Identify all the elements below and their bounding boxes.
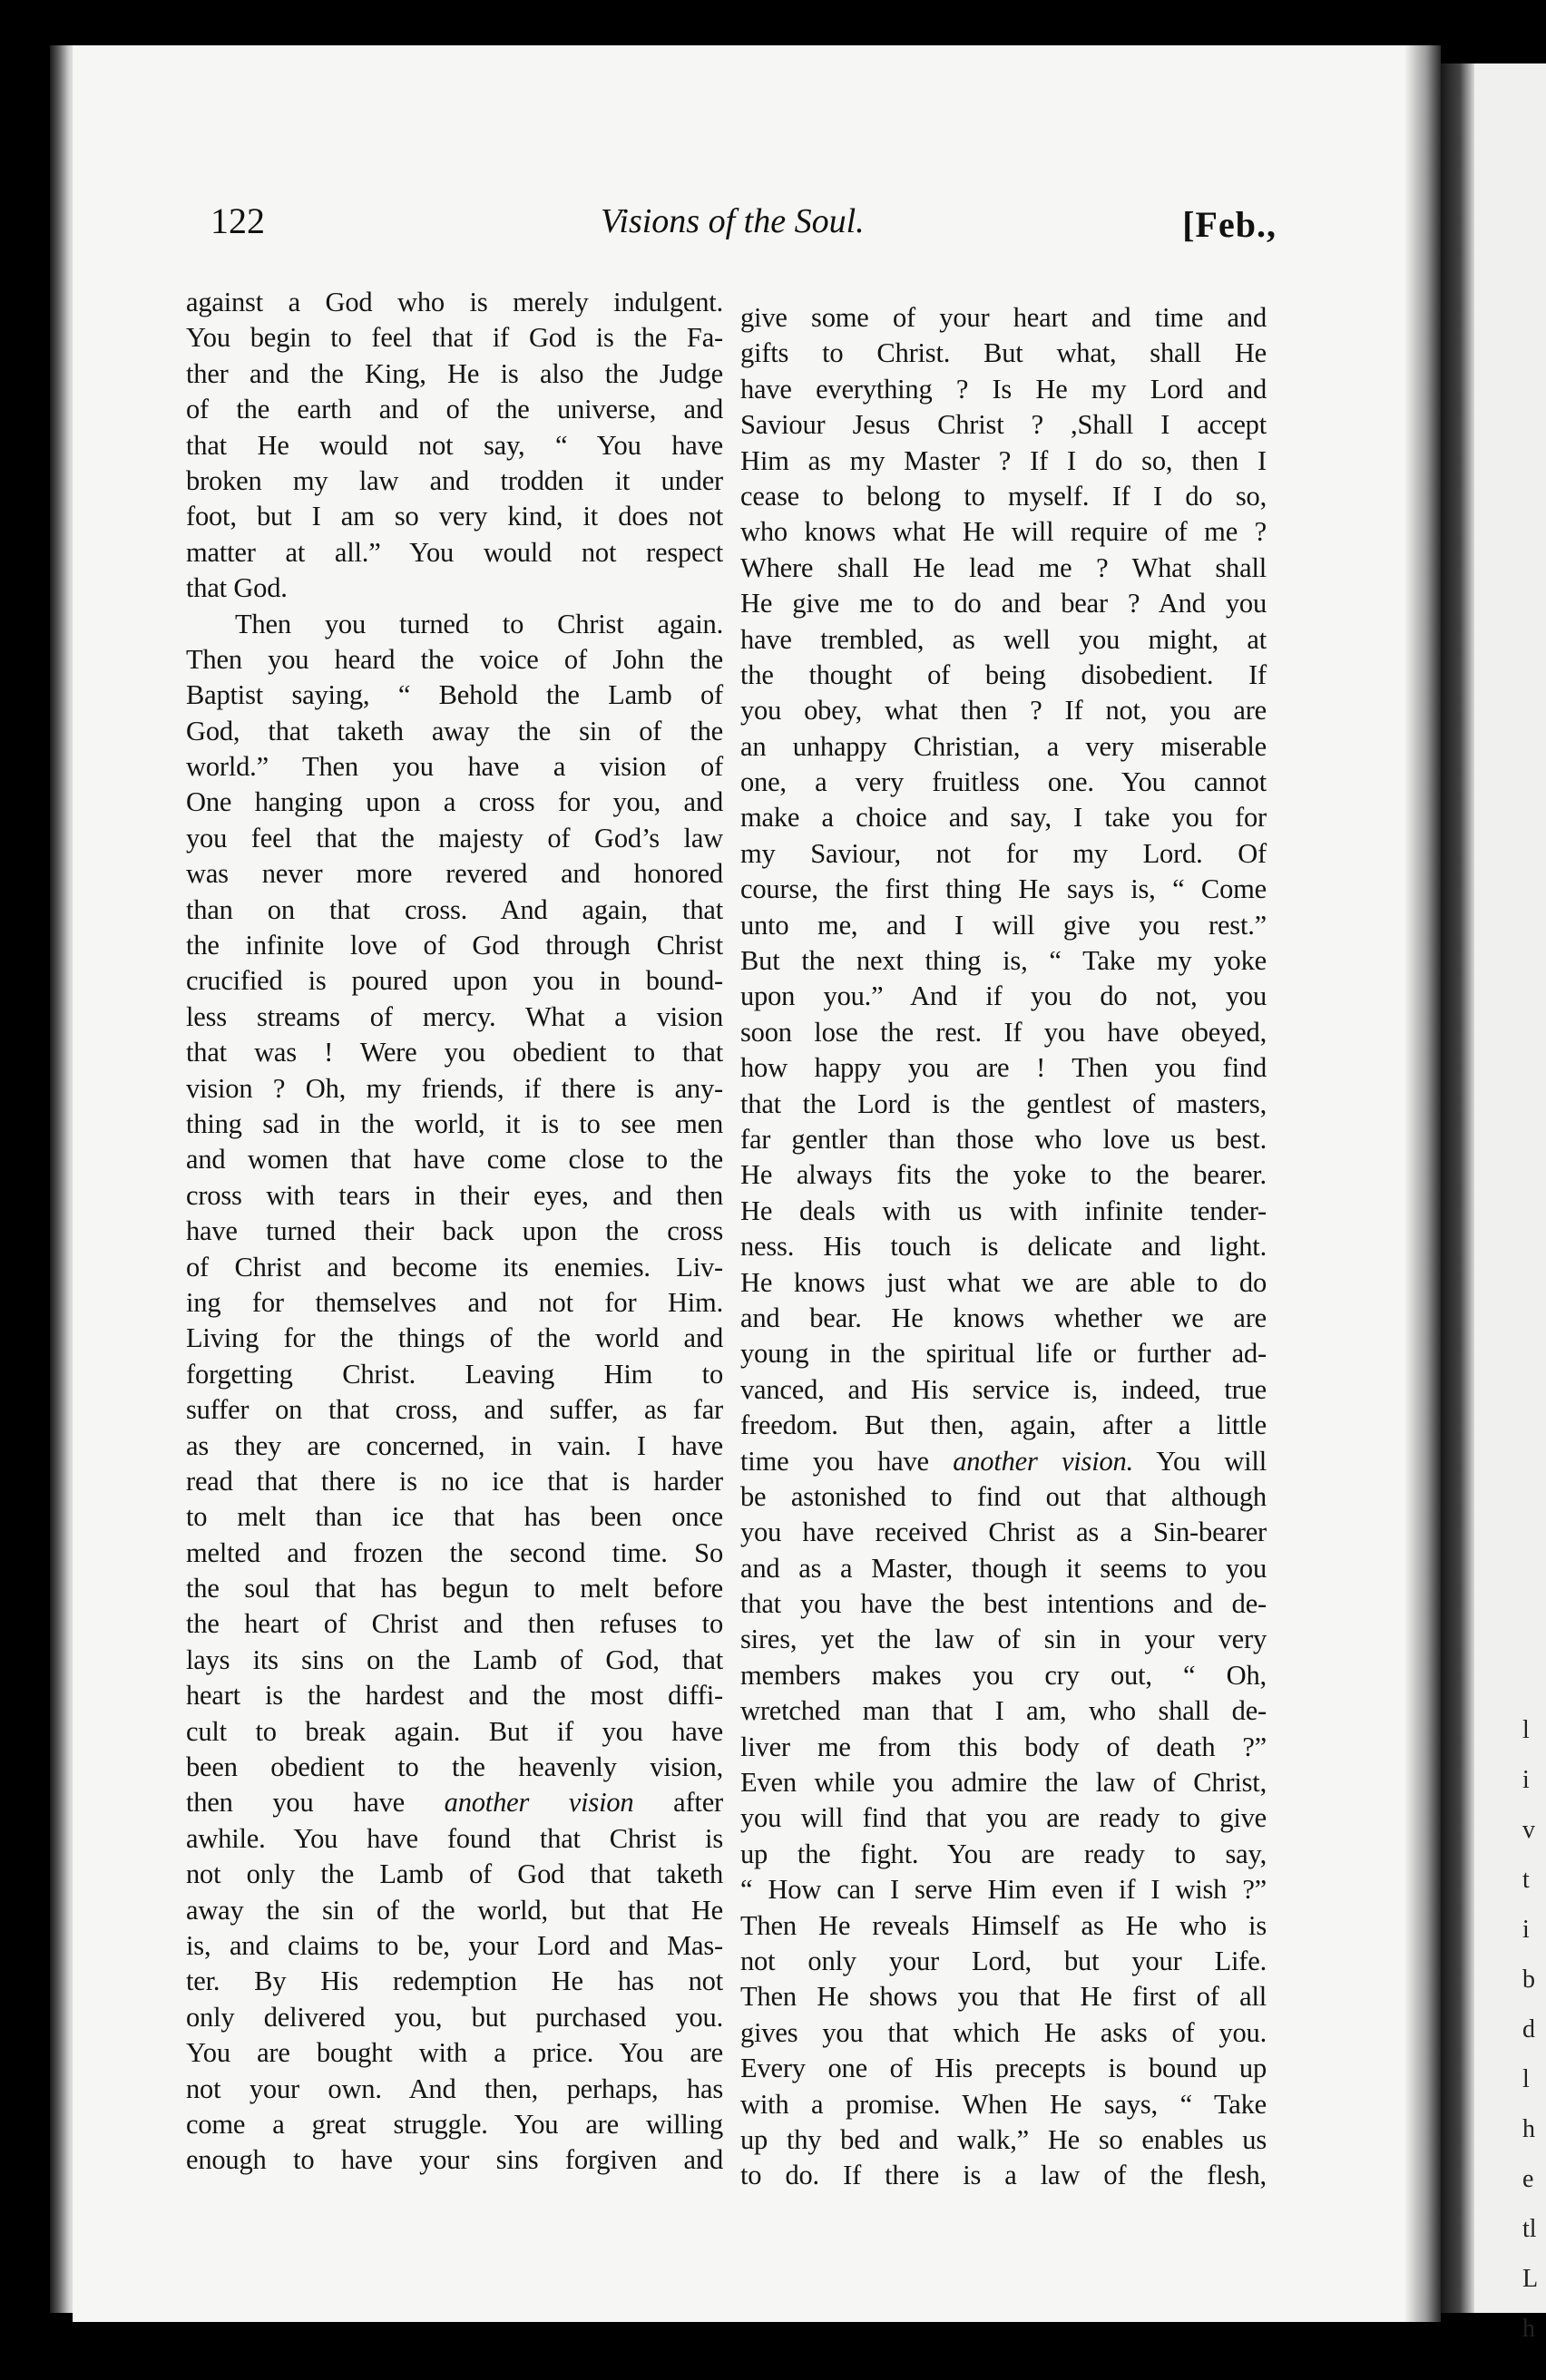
text-line (740, 693, 1267, 728)
text-line-content: not your own. And then, perhaps, has (186, 2073, 723, 2104)
text-line-content: Saviour Jesus Christ ? ,Shall I accept (740, 409, 1267, 441)
text-line (740, 300, 1267, 336)
text-line (186, 428, 723, 463)
text-line (186, 1142, 723, 1177)
text-line (740, 836, 1267, 872)
text-line (186, 1678, 723, 1713)
italic-phrase: another vision (444, 1787, 634, 1819)
text-line-content: and bear. He knows whether we are (740, 1302, 1267, 1333)
adjacent-page-text-fragments (1522, 1705, 1546, 2354)
page-number: 122 (210, 200, 265, 241)
text-line-content: heart is the hardest and the most diffi- (186, 1680, 723, 1712)
text-line-content: have turned their back upon the cross (186, 1215, 723, 1247)
adjacent-page-gutter (1438, 63, 1474, 2313)
margin-fragment: e (1522, 2165, 1534, 2193)
text-line-content: the infinite love of God through Christ (186, 930, 723, 961)
margin-fragment: d (1522, 2015, 1535, 2043)
text-line (186, 1429, 723, 1464)
text-line (740, 551, 1267, 586)
text-line (740, 1229, 1267, 1264)
text-line-content: only delivered you, but purchased you. (186, 2001, 723, 2033)
text-line (740, 1408, 1267, 1443)
text-line (740, 1693, 1267, 1729)
text-line-content: God, that taketh away the sin of the (186, 715, 723, 746)
text-line-content: cross with tears in their eyes, and then (186, 1179, 723, 1211)
margin-fragment: l (1522, 1716, 1530, 1744)
text-line-content: Where shall He lead me ? What shall (740, 551, 1267, 583)
text-line-content: ther and the King, He is also the Judge (186, 357, 723, 389)
text-line (740, 1658, 1267, 1693)
text-line-content: Then He shows you that He first of all (740, 1981, 1267, 2013)
text-line (186, 928, 723, 963)
text-line-content: ness. His touch is delicate and light. (740, 1231, 1267, 1263)
text-line (186, 1928, 723, 1964)
text-line-content: that you have the best intentions and de- (740, 1588, 1267, 1620)
text-line-content: vision ? Oh, my friends, if there is any- (186, 1072, 723, 1104)
text-line-content: He deals with us with infinite tender- (740, 1195, 1267, 1226)
text-line-content: members makes you cry out, “ Oh, (740, 1659, 1267, 1691)
text-line (740, 872, 1267, 907)
text-line (740, 2122, 1267, 2158)
text-line (186, 1785, 723, 1820)
text-line (186, 1107, 723, 1142)
text-line (740, 1087, 1267, 1122)
text-line-content: vanced, and His service is, indeed, true (740, 1373, 1267, 1405)
text-line-content: you will find that you are ready to give (740, 1802, 1267, 1834)
text-line (186, 2072, 723, 2107)
text-line-content: You begin to feel that if God is the Fa- (186, 322, 723, 354)
text-line (186, 285, 723, 320)
text-line (186, 856, 723, 892)
text-line-content: freedom. But then, again, after a little (740, 1409, 1267, 1441)
text-line-content: “ How can I serve Him even if I wish ?” (740, 1874, 1267, 1906)
text-line-content: upon you.” And if you do not, you (740, 980, 1267, 1012)
text-line (740, 1765, 1267, 1800)
text-line (186, 1392, 723, 1428)
right-text-column (740, 300, 1267, 2194)
text-line-content: have trembled, as well you might, at (740, 623, 1267, 655)
margin-fragment: i (1522, 1916, 1530, 1944)
text-line (740, 586, 1267, 621)
text-line-content: lays its sins on the Lamb of God, that (186, 1644, 723, 1675)
text-line-content: that the Lord is the gentlest of masters, (740, 1088, 1267, 1119)
text-line-content: crucified is poured upon you in bound- (186, 965, 723, 997)
text-line-content: up thy bed and walk,” He so enables us (740, 2123, 1267, 2155)
text-line-content: that was ! Were you obedient to that (186, 1037, 723, 1068)
text-line (186, 678, 723, 713)
text-line-content: young in the spiritual life or further ad- (740, 1338, 1267, 1370)
text-line (186, 2035, 723, 2071)
text-line-content: Every one of His precepts is bound up (740, 2053, 1267, 2084)
text-line (740, 1372, 1267, 1408)
text-line (740, 479, 1267, 514)
text-line (186, 1714, 723, 1750)
text-line (740, 1479, 1267, 1515)
text-line (740, 1908, 1267, 1944)
text-line-tail: You will (1133, 1445, 1267, 1477)
text-line (186, 749, 723, 785)
text-line-content: the heart of Christ and then refuses to (186, 1608, 723, 1640)
text-line-content: He knows just what we are able to do (740, 1266, 1267, 1298)
text-line-content: foot, but I am so very kind, it does not (186, 501, 723, 532)
text-line (740, 407, 1267, 443)
text-line (740, 1122, 1267, 1157)
text-line-content: liver me from this body of death ?” (740, 1731, 1267, 1762)
text-line (186, 607, 723, 642)
text-line (740, 2051, 1267, 2086)
text-line-content: Then you heard the voice of John the (186, 643, 723, 675)
text-line-content: enough to have your sins forgiven and (186, 2144, 723, 2176)
text-line (186, 1821, 723, 1857)
text-line-content: cult to break again. But if you have (186, 1715, 723, 1747)
text-line-content: make a choice and say, I take you for (740, 802, 1267, 834)
text-line-content: soon lose the rest. If you have obeyed, (740, 1016, 1267, 1048)
text-line-content: was never more revered and honored (186, 858, 723, 890)
text-line (740, 1800, 1267, 1836)
text-line (186, 821, 723, 856)
text-line-content: read that there is no ice that is harder (186, 1465, 723, 1497)
text-line-content: Then you turned to Christ again. (235, 608, 723, 639)
text-line (740, 622, 1267, 658)
text-line-content: against a God who is merely indulgent. (186, 287, 723, 317)
text-line-content: up the fight. You are ready to say, (740, 1838, 1267, 1869)
text-line (740, 765, 1267, 800)
margin-fragment: L (1522, 2265, 1539, 2293)
text-line-content: my Saviour, not for my Lord. Of (740, 837, 1267, 869)
text-line-content: to melt than ice that has been once (186, 1501, 723, 1533)
text-line-content: Him as my Master ? If I do so, then I (740, 444, 1267, 476)
text-line (740, 1336, 1267, 1371)
text-line (740, 658, 1267, 693)
text-line (740, 1586, 1267, 1622)
text-line-content: One hanging upon a cross for you, and (186, 786, 723, 818)
text-line (186, 892, 723, 928)
text-line-content: be astonished to find out that although (740, 1480, 1267, 1512)
text-line-content: not only the Lamb of God that taketh (186, 1858, 723, 1890)
margin-fragment: b (1522, 1965, 1535, 1994)
text-line (186, 1250, 723, 1285)
text-line (186, 320, 723, 356)
text-line (740, 908, 1267, 943)
text-line (740, 1837, 1267, 1872)
text-line-content: He give me to do and bear ? And you (740, 588, 1267, 619)
text-line-content: to do. If there is a law of the flesh, (740, 2160, 1267, 2191)
text-line (186, 463, 723, 499)
text-line (186, 392, 723, 427)
text-line-content: have everything ? Is He my Lord and (740, 373, 1267, 405)
margin-fragment: v (1522, 1816, 1535, 1844)
text-line (186, 1214, 723, 1249)
text-line (740, 800, 1267, 835)
page-edge-shadow (1404, 45, 1441, 2322)
margin-fragment: t (1522, 1866, 1530, 1894)
text-line (186, 1178, 723, 1214)
text-line-tail: after (633, 1787, 723, 1819)
text-line (740, 1157, 1267, 1193)
text-line-content: the thought of being disobedient. If (740, 658, 1267, 690)
text-line-content: how happy you are ! Then you find (740, 1052, 1267, 1084)
text-line-content: give some of your heart and time and (740, 302, 1267, 333)
text-line-content: Then He reveals Himself as He who is (740, 1909, 1267, 1941)
text-line-content: ing for themselves and not for Him. (186, 1286, 723, 1318)
text-line (740, 979, 1267, 1014)
text-line-content: cease to belong to myself. If I do so, (740, 480, 1267, 512)
text-line-content: thing sad in the world, it is to see men (186, 1107, 723, 1139)
text-line (740, 1944, 1267, 1979)
text-line (740, 514, 1267, 550)
text-line (186, 499, 723, 534)
text-line-content: is, and claims to be, your Lord and Mas- (186, 1929, 723, 1961)
text-line (740, 1515, 1267, 1550)
text-line (740, 2015, 1267, 2051)
text-line (740, 1194, 1267, 1229)
text-line (186, 1321, 723, 1356)
text-line-content: forgetting Christ. Leaving Him to (186, 1358, 723, 1390)
text-line (186, 714, 723, 749)
text-line (186, 356, 723, 392)
text-line (186, 1071, 723, 1107)
text-line (740, 2158, 1267, 2193)
margin-fragment: h (1522, 2315, 1535, 2343)
text-line-content: that God. (186, 572, 288, 604)
text-line (740, 1444, 1267, 1479)
text-line (740, 1622, 1267, 1657)
text-line-content: with a promise. When He says, “ Take (740, 2088, 1267, 2120)
text-line-content: gifts to Christ. But what, shall He (740, 337, 1267, 369)
text-line (186, 1571, 723, 1606)
text-line-content: an unhappy Christian, a very miserable (740, 730, 1267, 762)
text-line-content: But the next thing is, “ Take my yoke (740, 945, 1267, 977)
text-line-content: you have received Christ as a Sin-bearer (740, 1517, 1267, 1548)
text-line (186, 1000, 723, 1035)
text-line-content: of the earth and of the universe, and (186, 394, 723, 425)
text-line (186, 1536, 723, 1571)
section-mark: [Feb., (1182, 204, 1277, 245)
text-line (186, 642, 723, 678)
text-line-content: Living for the things of the world and (186, 1322, 723, 1354)
text-line (186, 1499, 723, 1535)
text-line-content: ter. By His redemption He has not (186, 1965, 723, 1997)
text-line-content: far gentler than those who love us best. (740, 1123, 1267, 1155)
text-line (186, 2000, 723, 2035)
text-line (186, 535, 723, 571)
text-line (740, 1015, 1267, 1050)
text-line (186, 1606, 723, 1642)
text-line (186, 1964, 723, 1999)
text-line-content: Baptist saying, “ Behold the Lamb of (186, 679, 723, 711)
text-line-content: one, a very fruitless one. You cannot (740, 766, 1267, 798)
text-line (740, 729, 1267, 765)
text-line (740, 1050, 1267, 1086)
text-line (186, 1464, 723, 1499)
left-text-column (186, 285, 723, 2179)
text-line (186, 1357, 723, 1392)
text-line-content: as they are concerned, in vain. I have (186, 1429, 723, 1461)
text-line-content: less streams of mercy. What a vision (186, 1000, 723, 1032)
text-line-content: He always fits the yoke to the bearer. (740, 1159, 1267, 1191)
text-line (186, 1750, 723, 1785)
text-line (740, 336, 1267, 371)
text-line (186, 1035, 723, 1070)
margin-fragment: i (1522, 1766, 1530, 1794)
text-line-content: come a great struggle. You are willing (186, 2108, 723, 2140)
text-line-content: you feel that the majesty of God’s law (186, 822, 723, 853)
text-line-content: You are bought with a price. You are (186, 2037, 723, 2069)
text-line (740, 1551, 1267, 1586)
text-line (740, 1265, 1267, 1301)
italic-phrase: another vision. (953, 1445, 1134, 1477)
page-header (210, 200, 1277, 254)
text-line-content: gives you that which He asks of you. (740, 2016, 1267, 2048)
text-line (740, 444, 1267, 479)
text-line-content: that He would not say, “ You have (186, 429, 723, 461)
text-line-content: suffer on that cross, and suffer, as far (186, 1394, 723, 1426)
text-line-content: and as a Master, though it seems to you (740, 1552, 1267, 1584)
margin-fragment: l (1522, 2065, 1530, 2093)
text-line (740, 943, 1267, 979)
text-line (186, 2142, 723, 2178)
text-line (186, 785, 723, 820)
text-line (186, 2107, 723, 2142)
text-line (186, 963, 723, 999)
text-line (740, 1872, 1267, 1907)
text-line-content: not only your Lord, but your Life. (740, 1945, 1267, 1976)
text-line (186, 571, 723, 606)
text-line-content: than on that cross. And again, that (186, 893, 723, 925)
text-line-content: away the sin of the world, but that He (186, 1894, 723, 1926)
text-line-content: wretched man that I am, who shall de- (740, 1695, 1267, 1727)
text-line-content: of Christ and become its enemies. Liv- (186, 1251, 723, 1283)
text-line-content: been obedient to the heavenly vision, (186, 1751, 723, 1783)
text-line-content: melted and frozen the second time. So (186, 1536, 723, 1568)
running-title: Visions of the Soul. (601, 202, 865, 240)
text-line-content: the soul that has begun to melt before (186, 1573, 723, 1605)
margin-fragment: h (1522, 2115, 1535, 2143)
text-line (740, 1979, 1267, 2014)
text-line-content: unto me, and I will give you rest.” (740, 909, 1267, 941)
text-line-content: Even while you admire the law of Christ, (740, 1767, 1267, 1799)
text-line-content: matter at all.” You would not respect (186, 536, 723, 568)
text-line (740, 2087, 1267, 2122)
text-line (186, 1857, 723, 1892)
text-line-content: world.” Then you have a vision of (186, 751, 723, 783)
text-line-content: sires, yet the law of sin in your very (740, 1624, 1267, 1655)
text-line-content: time you have (740, 1445, 954, 1477)
text-line (186, 1643, 723, 1678)
text-line-content: who knows what He will require of me ? (740, 516, 1267, 548)
text-line (186, 1893, 723, 1928)
text-line (186, 1285, 723, 1321)
text-line-content: you obey, what then ? If not, you are (740, 695, 1267, 727)
text-line (740, 1301, 1267, 1336)
text-line (740, 372, 1267, 407)
text-line-content: awhile. You have found that Christ is (186, 1822, 723, 1854)
text-line (740, 1730, 1267, 1765)
text-line-content: then you have (186, 1787, 445, 1819)
text-line-content: course, the first thing He says is, “ Come (740, 873, 1267, 905)
text-line-content: broken my law and trodden it under (186, 464, 723, 496)
margin-fragment: tl (1522, 2215, 1537, 2243)
text-line-content: and women that have come close to the (186, 1144, 723, 1175)
